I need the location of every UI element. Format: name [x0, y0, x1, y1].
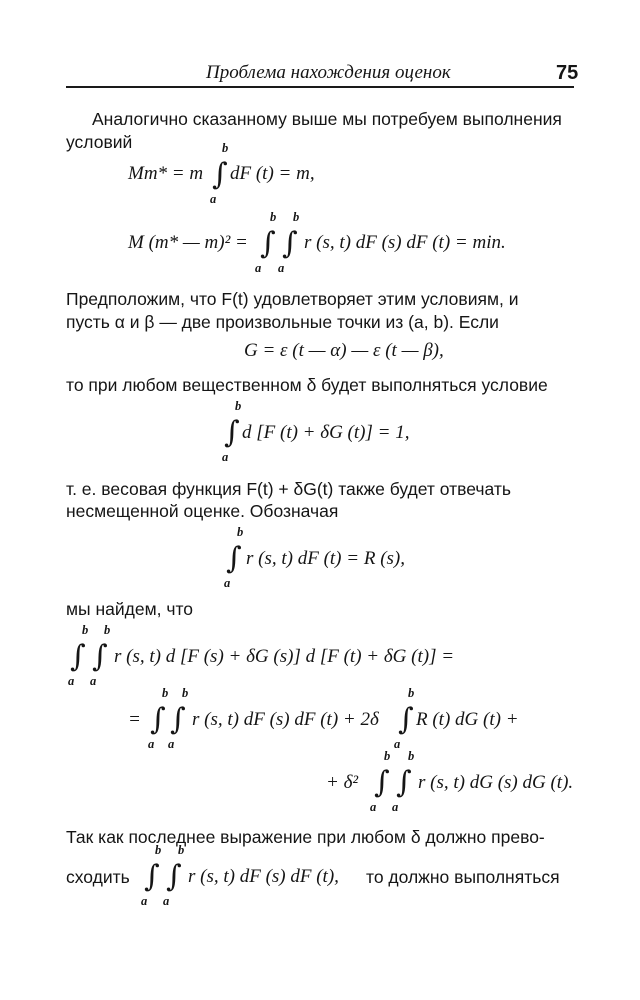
formula-6-line-2-mid: r (s, t) dF (s) dF (t) + 2δ [192, 709, 379, 730]
integral-sign: ∫ [92, 639, 108, 674]
lower-limit: a [148, 737, 155, 751]
integral-sign: ∫ [144, 859, 160, 894]
upper-limit: b [408, 686, 415, 700]
integral-sign: ∫ [398, 702, 414, 737]
upper-limit: b [155, 843, 162, 857]
running-title: Проблема нахождения оценок [206, 62, 451, 83]
paragraph-6-line-2-end: то должно выполняться [366, 867, 560, 887]
paragraph-4-line-1: т. е. весовая функция F(t) + δG(t) также будет отвечать [66, 479, 512, 499]
integral-sign: ∫ [226, 541, 242, 576]
formula-1-rhs: dF (t) = m, [230, 163, 315, 184]
integral-sign: ∫ [70, 639, 86, 674]
paragraph-6-line-2-start: сходить [66, 867, 130, 887]
upper-limit: b [104, 623, 111, 637]
upper-limit: b [408, 749, 415, 763]
upper-limit: b [237, 525, 244, 539]
integral-sign: ∫ [374, 765, 390, 800]
formula-5-rhs: r (s, t) dF (t) = R (s), [246, 548, 405, 569]
paragraph-5: мы найдем, что [66, 599, 194, 619]
lower-limit: a [141, 894, 148, 908]
paragraph-3: то при любом вещественном δ будет выполняться условие [66, 375, 548, 395]
lower-limit: a [224, 576, 231, 590]
integral-sign: ∫ [260, 226, 276, 261]
upper-limit: b [162, 686, 169, 700]
upper-limit: b [384, 749, 391, 763]
lower-limit: a [210, 192, 217, 206]
upper-limit: b [270, 210, 277, 224]
paragraph-2-line-1: Предположим, что F(t) удовлетворяет этим условиям, и [66, 289, 519, 309]
formula-6-line-2-end: R (t) dG (t) + [416, 709, 519, 730]
formula-2-rhs: r (s, t) dF (s) dF (t) = min. [304, 232, 506, 253]
formula-3: G = ε (t — α) — ε (t — β), [244, 340, 444, 361]
formula-2-lhs: M (m* — m)² = [128, 232, 248, 253]
lower-limit: a [255, 261, 262, 275]
upper-limit: b [222, 141, 229, 155]
lower-limit: a [370, 800, 377, 814]
lower-limit: a [90, 674, 97, 688]
lower-limit: a [68, 674, 75, 688]
formula-1-lhs: Mm* = m [128, 163, 204, 184]
paragraph-4-line-2: несмещенной оценке. Обозначая [66, 501, 339, 521]
integral-sign: ∫ [224, 415, 240, 450]
upper-limit: b [178, 843, 185, 857]
paragraph-6-line-1: Так как последнее выражение при любом δ должно прево- [66, 827, 545, 847]
integral-sign: ∫ [212, 157, 228, 192]
lower-limit: a [168, 737, 175, 751]
formula-7: r (s, t) dF (s) dF (t), [188, 866, 339, 887]
header-rule [66, 86, 574, 88]
lower-limit: a [394, 737, 401, 751]
formula-6-line-3-start: + δ² [326, 772, 359, 793]
lower-limit: a [222, 450, 229, 464]
lower-limit: a [278, 261, 285, 275]
formula-6-line-1-rhs: r (s, t) d [F (s) + δG (s)] d [F (t) + δG (t)] = [114, 646, 455, 667]
upper-limit: b [182, 686, 189, 700]
integral-sign: ∫ [166, 859, 182, 894]
upper-limit: b [235, 399, 242, 413]
paragraph-1-line-2: условий [66, 132, 133, 152]
integral-sign: ∫ [150, 702, 166, 737]
page-number: 75 [556, 62, 579, 84]
paragraph-2-line-2: пусть α и β — две произвольные точки из (a, b). Если [66, 312, 499, 332]
lower-limit: a [163, 894, 170, 908]
paragraph-1-line-1: Аналогично сказанному выше мы потребуем выполнения [92, 109, 562, 129]
upper-limit: b [82, 623, 89, 637]
formula-6-line-3-end: r (s, t) dG (s) dG (t). [418, 772, 574, 793]
integral-sign: ∫ [396, 765, 412, 800]
integral-sign: ∫ [170, 702, 186, 737]
lower-limit: a [392, 800, 399, 814]
formula-6-line-2-start: = [128, 709, 141, 730]
formula-4-rhs: d [F (t) + δG (t)] = 1, [242, 422, 410, 443]
upper-limit: b [293, 210, 300, 224]
integral-sign: ∫ [282, 226, 298, 261]
